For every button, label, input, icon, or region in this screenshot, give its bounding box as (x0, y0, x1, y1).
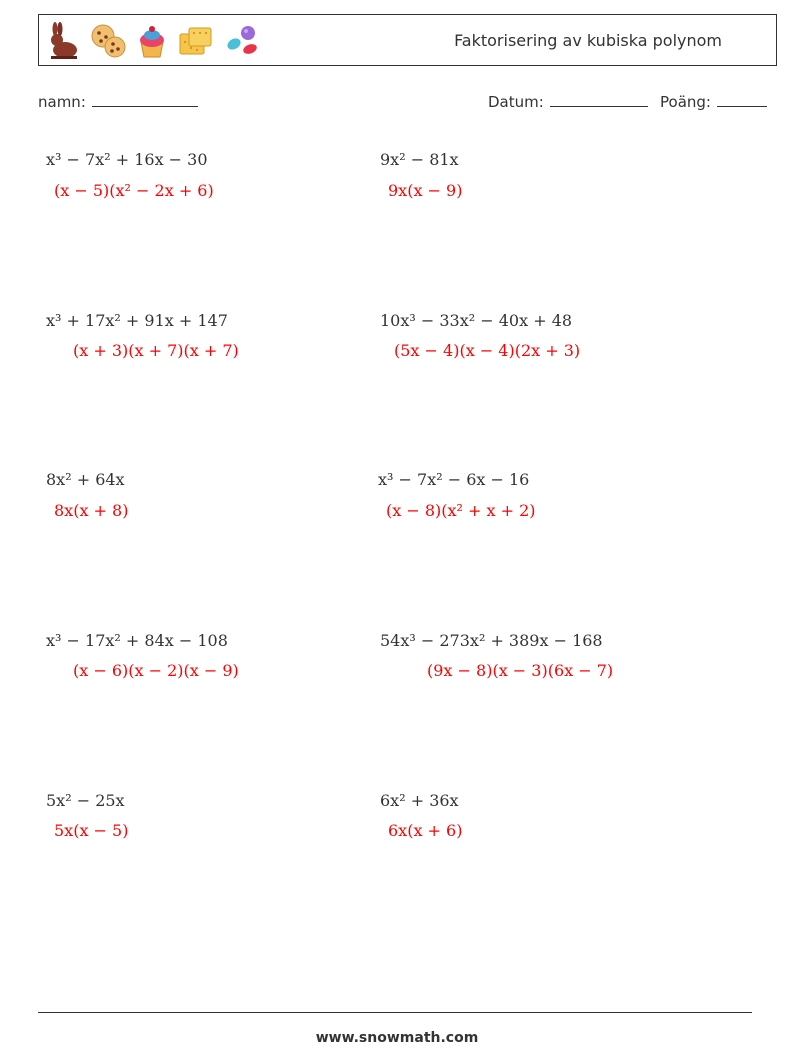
problem-answer: (x − 5)(x² − 2x + 6) (54, 181, 214, 200)
problem-answer: (5x − 4)(x − 4)(2x + 3) (394, 341, 581, 360)
problem-answer: (x + 3)(x + 7)(x + 7) (73, 341, 239, 360)
problem-answer: (x − 8)(x² + x + 2) (386, 501, 536, 520)
problem-answer: 5x(x − 5) (54, 821, 129, 840)
problem-question: 9x² − 81x (380, 150, 459, 169)
name-field (38, 92, 198, 111)
date-field (488, 92, 648, 111)
name-blank[interactable] (92, 92, 198, 107)
problem-question: 6x² + 36x (380, 791, 459, 810)
score-blank[interactable] (717, 92, 767, 107)
problem-question: x³ − 7x² − 6x − 16 (378, 470, 530, 489)
problem-question: 54x³ − 273x² + 389x − 168 (380, 631, 603, 650)
problem-question: x³ − 17x² + 84x − 108 (46, 631, 228, 650)
problem-answer: 8x(x + 8) (54, 501, 129, 520)
name-label: namn: (38, 93, 86, 111)
problem-answer: 9x(x − 9) (388, 181, 463, 200)
score-label: Poäng: (660, 93, 711, 111)
page-title: Faktorisering av kubiska polynom (454, 31, 722, 50)
problem-question: x³ − 7x² + 16x − 30 (46, 150, 208, 169)
score-field (660, 92, 767, 111)
footer-divider (38, 1012, 752, 1013)
problem-answer: (x − 6)(x − 2)(x − 9) (73, 661, 239, 680)
problem-answer: 6x(x + 6) (388, 821, 463, 840)
problem-question: 8x² + 64x (46, 470, 125, 489)
problem-question: 10x³ − 33x² − 40x + 48 (380, 311, 573, 330)
cupcake-icon (135, 22, 169, 60)
cookies-icon (89, 22, 127, 60)
header-box (38, 14, 777, 66)
rabbit-icon (45, 22, 81, 60)
biscuit-icon (177, 22, 215, 60)
header-icons (45, 21, 261, 61)
problem-answer: (9x − 8)(x − 3)(6x − 7) (427, 661, 614, 680)
footer-url[interactable]: www.snowmath.com (315, 1030, 479, 1046)
problem-question: 5x² − 25x (46, 791, 125, 810)
date-label: Datum: (488, 93, 544, 111)
date-blank[interactable] (550, 92, 648, 107)
candy-icon (223, 22, 261, 60)
problem-question: x³ + 17x² + 91x + 147 (46, 311, 228, 330)
